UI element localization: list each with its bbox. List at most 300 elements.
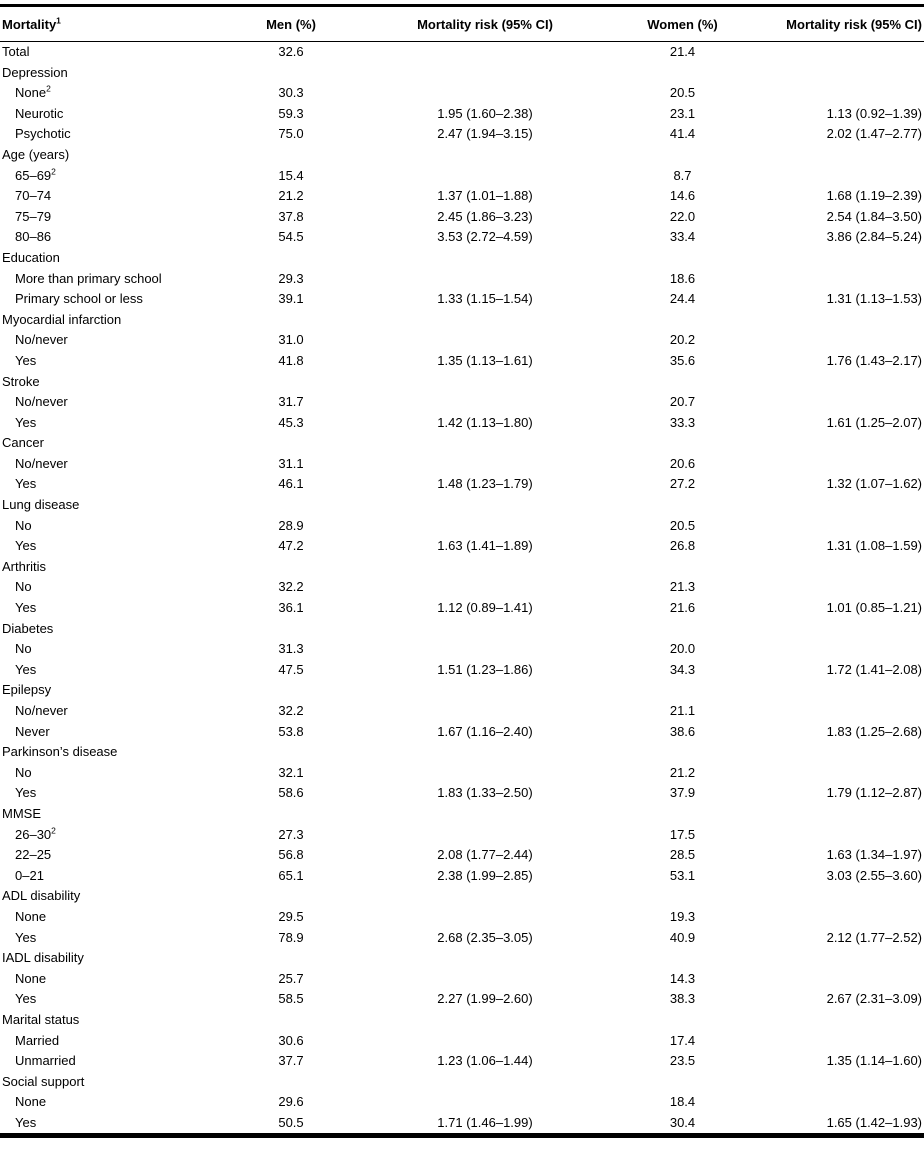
table-row xyxy=(0,1051,924,1072)
row-label: Total xyxy=(2,44,30,59)
women-risk-cell xyxy=(745,948,924,969)
men-pct-cell: 47.5 xyxy=(278,661,304,677)
women-pct-cell: 14.3 xyxy=(669,970,696,986)
men-risk-cell: 1.71 (1.46–1.99) xyxy=(437,1114,533,1130)
women-risk-cell xyxy=(745,495,924,516)
women-risk-cell: 1.35 (1.14–1.60) xyxy=(826,1053,922,1069)
category-label: ADL disability xyxy=(2,888,81,904)
table-row xyxy=(0,104,924,125)
women-pct-cell: 14.6 xyxy=(669,188,696,204)
women-pct-cell xyxy=(620,557,745,578)
men-pct-cell xyxy=(232,63,350,84)
category-label: Cancer xyxy=(2,435,44,451)
women-pct-cell xyxy=(620,1010,745,1031)
women-risk-cell xyxy=(745,516,924,537)
men-risk-cell: 1.35 (1.13–1.61) xyxy=(437,352,533,368)
women-risk-cell xyxy=(745,372,924,393)
women-risk-cell xyxy=(745,42,924,63)
women-pct-cell: 18.6 xyxy=(669,270,696,286)
men-risk-cell xyxy=(350,804,620,825)
men-pct-cell: 75.0 xyxy=(278,126,304,142)
women-risk-cell xyxy=(745,1010,924,1031)
header-row xyxy=(0,6,924,42)
women-pct-cell: 26.8 xyxy=(669,538,696,554)
men-pct-cell: 32.2 xyxy=(278,703,304,718)
category-label: Depression xyxy=(2,64,68,80)
men-pct-cell xyxy=(232,1072,350,1093)
women-pct-cell: 22.0 xyxy=(669,208,696,224)
women-pct-cell xyxy=(620,1072,745,1093)
men-pct-cell: 31.0 xyxy=(278,332,304,348)
women-risk-cell xyxy=(745,330,924,351)
table-row xyxy=(0,207,924,228)
women-pct-cell: 33.3 xyxy=(669,414,696,430)
table-row xyxy=(0,516,924,537)
table-row xyxy=(0,639,924,660)
men-risk-cell xyxy=(350,680,620,701)
women-risk-cell: 1.68 (1.19–2.39) xyxy=(826,188,922,204)
table-row xyxy=(0,227,924,248)
women-pct-cell: 30.4 xyxy=(669,1114,696,1130)
men-risk-cell xyxy=(350,763,620,784)
men-risk-cell xyxy=(350,619,620,640)
women-pct-cell xyxy=(620,742,745,763)
row-label: None xyxy=(15,1094,47,1110)
table-row xyxy=(0,474,924,495)
table-row xyxy=(0,269,924,290)
category-label: Lung disease xyxy=(2,497,80,513)
men-pct-cell: 21.2 xyxy=(278,188,304,204)
table-row xyxy=(0,969,924,990)
women-pct-cell: 40.9 xyxy=(669,929,696,945)
col-header-men-risk: Mortality risk (95% CI) xyxy=(350,6,620,42)
table-row xyxy=(0,1092,924,1113)
men-pct-cell: 56.8 xyxy=(278,847,304,863)
women-risk-cell xyxy=(745,83,924,104)
row-label: No xyxy=(15,579,32,595)
row-label: Primary school or less xyxy=(15,291,143,307)
women-pct-cell: 19.3 xyxy=(669,908,696,924)
footnote-marker-2: 2 xyxy=(51,825,56,836)
men-pct-cell xyxy=(232,680,350,701)
men-risk-cell xyxy=(350,166,620,187)
men-risk-cell xyxy=(350,825,620,846)
row-label: No/never xyxy=(15,455,68,471)
row-label: 70–74 xyxy=(15,188,52,204)
men-risk-cell: 1.67 (1.16–2.40) xyxy=(437,723,533,739)
women-risk-cell xyxy=(745,680,924,701)
men-risk-cell: 3.53 (2.72–4.59) xyxy=(437,229,533,245)
women-pct-cell xyxy=(620,372,745,393)
women-pct-cell: 18.4 xyxy=(669,1094,696,1110)
men-risk-cell xyxy=(350,516,620,537)
table-row xyxy=(0,928,924,949)
mortality-table xyxy=(0,4,924,1138)
men-pct-cell: 37.7 xyxy=(278,1053,304,1069)
men-pct-cell xyxy=(232,372,350,393)
men-pct-cell: 32.6 xyxy=(278,44,304,59)
men-risk-cell xyxy=(350,1072,620,1093)
category-label: Diabetes xyxy=(2,620,54,636)
women-pct-cell: 38.6 xyxy=(669,723,696,739)
women-pct-cell xyxy=(620,145,745,166)
row-label: Yes xyxy=(15,929,37,945)
men-pct-cell: 45.3 xyxy=(278,414,304,430)
men-pct-cell xyxy=(232,145,350,166)
women-pct-cell: 35.6 xyxy=(669,352,696,368)
category-label: Arthritis xyxy=(2,558,47,574)
table-row xyxy=(0,763,924,784)
row-label: None xyxy=(15,970,47,986)
women-risk-cell xyxy=(745,1072,924,1093)
women-risk-cell xyxy=(745,310,924,331)
men-pct-cell: 25.7 xyxy=(278,970,304,986)
row-label: Yes xyxy=(15,414,37,430)
table-row xyxy=(0,845,924,866)
women-pct-cell: 23.1 xyxy=(669,105,696,121)
men-risk-cell xyxy=(350,1010,620,1031)
row-label: 80–86 xyxy=(15,229,52,245)
women-risk-cell: 2.02 (1.47–2.77) xyxy=(826,126,922,142)
men-risk-cell xyxy=(350,372,620,393)
men-pct-cell: 15.4 xyxy=(278,167,304,183)
women-pct-cell xyxy=(620,495,745,516)
men-pct-cell: 37.8 xyxy=(278,208,304,224)
row-label: $65-69^2$ xyxy=(15,166,56,183)
category-row xyxy=(0,433,924,454)
women-risk-cell xyxy=(745,639,924,660)
table-row xyxy=(0,577,924,598)
men-risk-cell xyxy=(350,1092,620,1113)
men-risk-cell xyxy=(350,639,620,660)
table-row xyxy=(0,83,924,104)
row-label: No/never xyxy=(15,332,68,348)
row-label: Yes xyxy=(15,991,37,1007)
women-risk-cell: 2.67 (2.31–3.09) xyxy=(826,991,922,1007)
women-pct-cell xyxy=(620,619,745,640)
row-label: 0–21 xyxy=(15,867,44,883)
women-pct-cell xyxy=(620,248,745,269)
women-risk-cell: 2.12 (1.77–2.52) xyxy=(826,929,922,945)
men-risk-cell xyxy=(350,454,620,475)
women-risk-cell xyxy=(745,804,924,825)
women-risk-cell xyxy=(745,248,924,269)
men-pct-cell: 58.5 xyxy=(278,991,304,1007)
women-risk-cell xyxy=(745,557,924,578)
category-row xyxy=(0,886,924,907)
men-pct-cell: 36.1 xyxy=(278,600,304,616)
women-pct-cell: 20.6 xyxy=(669,455,696,471)
women-pct-cell: 20.2 xyxy=(669,332,696,348)
category-label: MMSE xyxy=(2,805,41,821)
men-risk-cell xyxy=(350,310,620,331)
women-risk-cell xyxy=(745,886,924,907)
men-pct-cell: 31.1 xyxy=(278,455,304,471)
row-label: $26-30^2$ xyxy=(15,825,56,842)
women-risk-cell xyxy=(745,145,924,166)
row-label: Yes xyxy=(15,476,37,492)
footnote-marker-1: 1 xyxy=(56,15,61,26)
men-risk-cell: 2.47 (1.94–3.15) xyxy=(437,126,533,142)
men-pct-cell: 50.5 xyxy=(278,1114,304,1130)
men-risk-cell xyxy=(350,742,620,763)
row-label: Yes xyxy=(15,600,37,616)
table-row xyxy=(0,124,924,145)
table-row xyxy=(0,701,924,722)
women-risk-cell xyxy=(745,825,924,846)
col-header-mortality xyxy=(0,6,232,42)
women-pct-cell: 8.7 xyxy=(673,167,692,183)
women-pct-cell: 38.3 xyxy=(669,991,696,1007)
women-risk-cell: 1.76 (1.43–2.17) xyxy=(826,352,922,368)
women-pct-cell xyxy=(620,680,745,701)
category-row xyxy=(0,619,924,640)
women-pct-cell xyxy=(620,804,745,825)
women-pct-cell xyxy=(620,63,745,84)
men-pct-cell: 30.3 xyxy=(278,85,304,101)
table-row xyxy=(0,166,924,187)
category-row xyxy=(0,948,924,969)
men-risk-cell xyxy=(350,63,620,84)
women-risk-cell xyxy=(745,269,924,290)
men-pct-cell: 32.1 xyxy=(278,764,304,780)
category-label: Education xyxy=(2,249,60,265)
men-pct-cell: 54.5 xyxy=(278,229,304,245)
table-body xyxy=(0,42,924,1136)
women-pct-cell: 28.5 xyxy=(669,847,696,863)
row-label: Yes xyxy=(15,1114,37,1130)
men-risk-cell xyxy=(350,495,620,516)
table-header xyxy=(0,6,924,42)
footnote-marker-2: 2 xyxy=(46,83,51,94)
men-pct-cell: 65.1 xyxy=(278,867,304,883)
women-pct-cell: 20.0 xyxy=(669,641,696,657)
table-row xyxy=(0,42,924,63)
category-label: Myocardial infarction xyxy=(2,311,122,327)
men-pct-cell: 28.9 xyxy=(278,517,304,533)
men-risk-cell xyxy=(350,248,620,269)
row-label: Yes xyxy=(15,785,37,801)
men-risk-cell xyxy=(350,701,620,722)
table-row xyxy=(0,330,924,351)
table-row xyxy=(0,392,924,413)
women-risk-cell xyxy=(745,577,924,598)
men-risk-cell: 1.42 (1.13–1.80) xyxy=(437,414,533,430)
men-risk-cell xyxy=(350,557,620,578)
men-risk-cell xyxy=(350,83,620,104)
table-row xyxy=(0,186,924,207)
row-label: None xyxy=(15,908,47,924)
women-risk-cell xyxy=(745,969,924,990)
table-row xyxy=(0,454,924,475)
category-label: Social support xyxy=(2,1073,85,1089)
women-risk-cell xyxy=(745,63,924,84)
table-row xyxy=(0,536,924,557)
men-risk-cell: 1.12 (0.89–1.41) xyxy=(437,600,533,616)
women-pct-cell: 24.4 xyxy=(669,291,696,307)
table-row xyxy=(0,598,924,619)
men-risk-cell: 2.68 (2.35–3.05) xyxy=(437,929,533,945)
footnote-marker-2: 2 xyxy=(51,166,56,177)
women-pct-cell: 21.1 xyxy=(669,703,696,718)
men-pct-cell xyxy=(232,948,350,969)
men-risk-cell: 1.37 (1.01–1.88) xyxy=(437,188,533,204)
table-row xyxy=(0,1031,924,1052)
women-risk-cell: 1.65 (1.42–1.93) xyxy=(826,1114,922,1130)
row-label: 75–79 xyxy=(15,208,52,224)
men-risk-cell xyxy=(350,1031,620,1052)
men-pct-cell xyxy=(232,495,350,516)
men-pct-cell: 27.3 xyxy=(278,826,304,842)
col-header-women-pct: Women (%) xyxy=(620,6,745,42)
category-label: Age (years) xyxy=(2,146,70,162)
men-risk-cell: 1.63 (1.41–1.89) xyxy=(437,538,533,554)
men-risk-cell xyxy=(350,330,620,351)
women-risk-cell xyxy=(745,1031,924,1052)
women-risk-cell xyxy=(745,763,924,784)
women-pct-cell: 41.4 xyxy=(669,126,696,142)
women-risk-cell xyxy=(745,742,924,763)
women-risk-cell: 1.61 (1.25–2.07) xyxy=(826,414,922,430)
men-risk-cell: 2.45 (1.86–3.23) xyxy=(437,208,533,224)
men-pct-cell: 29.3 xyxy=(278,270,304,286)
row-label: No/never xyxy=(15,394,68,410)
men-risk-cell xyxy=(350,433,620,454)
women-pct-cell: 33.4 xyxy=(669,229,696,245)
row-label: 22–25 xyxy=(15,847,52,863)
women-risk-cell: 1.79 (1.12–2.87) xyxy=(826,785,922,801)
table-row xyxy=(0,660,924,681)
men-risk-cell xyxy=(350,907,620,928)
men-risk-cell: 2.08 (1.77–2.44) xyxy=(437,847,533,863)
women-risk-cell xyxy=(745,619,924,640)
men-pct-cell xyxy=(232,248,350,269)
women-risk-cell: 1.83 (1.25–2.68) xyxy=(826,723,922,739)
men-risk-cell: 1.83 (1.33–2.50) xyxy=(437,785,533,801)
men-risk-cell: 1.23 (1.06–1.44) xyxy=(437,1053,533,1069)
row-label: Yes xyxy=(15,352,37,368)
category-row xyxy=(0,63,924,84)
row-label: No/never xyxy=(15,703,68,718)
women-pct-cell: 21.2 xyxy=(669,764,696,780)
women-pct-cell xyxy=(620,948,745,969)
women-pct-cell: 21.4 xyxy=(669,44,696,59)
category-row xyxy=(0,310,924,331)
women-pct-cell: 21.6 xyxy=(669,600,696,616)
row-label: Married xyxy=(15,1032,60,1048)
men-risk-cell xyxy=(350,392,620,413)
category-label: Parkinson’s disease xyxy=(2,744,118,760)
men-pct-cell xyxy=(232,433,350,454)
table-row xyxy=(0,989,924,1010)
category-label: IADL disability xyxy=(2,950,84,966)
women-pct-cell: 20.7 xyxy=(669,394,696,410)
category-row xyxy=(0,372,924,393)
women-risk-cell xyxy=(745,1092,924,1113)
women-risk-cell: 1.31 (1.08–1.59) xyxy=(826,538,922,554)
women-risk-cell xyxy=(745,701,924,722)
men-risk-cell: 1.95 (1.60–2.38) xyxy=(437,105,533,121)
category-row xyxy=(0,742,924,763)
women-pct-cell: 27.2 xyxy=(669,476,696,492)
category-row xyxy=(0,1010,924,1031)
men-pct-cell xyxy=(232,1010,350,1031)
men-pct-cell xyxy=(232,804,350,825)
table-row xyxy=(0,289,924,310)
men-pct-cell: 41.8 xyxy=(278,352,304,368)
men-risk-cell xyxy=(350,269,620,290)
men-pct-cell xyxy=(232,886,350,907)
row-label: Neurotic xyxy=(15,105,64,121)
category-label: Marital status xyxy=(2,1011,80,1027)
men-risk-cell xyxy=(350,886,620,907)
women-risk-cell xyxy=(745,392,924,413)
women-pct-cell xyxy=(620,310,745,331)
col-header-women-risk: Mortality risk (95% CI) xyxy=(745,6,924,42)
category-row xyxy=(0,1072,924,1093)
men-risk-cell xyxy=(350,42,620,63)
category-row xyxy=(0,804,924,825)
category-row xyxy=(0,557,924,578)
category-row xyxy=(0,145,924,166)
row-label: No xyxy=(15,764,32,780)
women-pct-cell: 34.3 xyxy=(669,661,696,677)
row-label: More than primary school xyxy=(15,270,162,286)
col-header-men-pct: Men (%) xyxy=(232,6,350,42)
women-risk-cell xyxy=(745,907,924,928)
women-risk-cell: 1.72 (1.41–2.08) xyxy=(826,661,922,677)
women-pct-cell: 20.5 xyxy=(669,517,696,533)
women-pct-cell xyxy=(620,433,745,454)
women-risk-cell xyxy=(745,454,924,475)
men-pct-cell: 30.6 xyxy=(278,1032,304,1048)
men-pct-cell xyxy=(232,619,350,640)
row-label: Never xyxy=(15,723,50,739)
men-pct-cell: 29.5 xyxy=(278,908,304,924)
men-risk-cell: 2.38 (1.99–2.85) xyxy=(437,867,533,883)
men-pct-cell: 32.2 xyxy=(278,579,304,595)
row-label: No xyxy=(15,517,32,533)
men-risk-cell xyxy=(350,577,620,598)
women-pct-cell xyxy=(620,886,745,907)
women-pct-cell: 17.5 xyxy=(669,826,696,842)
women-risk-cell: 1.32 (1.07–1.62) xyxy=(826,476,922,492)
men-pct-cell: 31.3 xyxy=(278,641,304,657)
row-label: No xyxy=(15,641,32,657)
women-pct-cell: 17.4 xyxy=(669,1032,696,1048)
table-row xyxy=(0,1113,924,1136)
men-risk-cell: 1.33 (1.15–1.54) xyxy=(437,291,533,307)
men-pct-cell: 78.9 xyxy=(278,929,304,945)
men-risk-cell: 1.51 (1.23–1.86) xyxy=(437,661,533,677)
men-risk-cell: 2.27 (1.99–2.60) xyxy=(437,991,533,1007)
category-label: Stroke xyxy=(2,373,40,389)
men-pct-cell: 59.3 xyxy=(278,105,304,121)
women-risk-cell xyxy=(745,433,924,454)
category-row xyxy=(0,248,924,269)
men-risk-cell xyxy=(350,969,620,990)
row-label: Unmarried xyxy=(15,1053,76,1069)
men-pct-cell: 53.8 xyxy=(278,723,304,739)
row-label: Yes xyxy=(15,538,37,554)
category-label: Epilepsy xyxy=(2,682,52,698)
women-risk-cell xyxy=(745,166,924,187)
women-risk-cell: 2.54 (1.84–3.50) xyxy=(826,208,922,224)
table-row xyxy=(0,907,924,928)
category-row xyxy=(0,495,924,516)
table-row xyxy=(0,866,924,887)
men-pct-cell: 46.1 xyxy=(278,476,304,492)
